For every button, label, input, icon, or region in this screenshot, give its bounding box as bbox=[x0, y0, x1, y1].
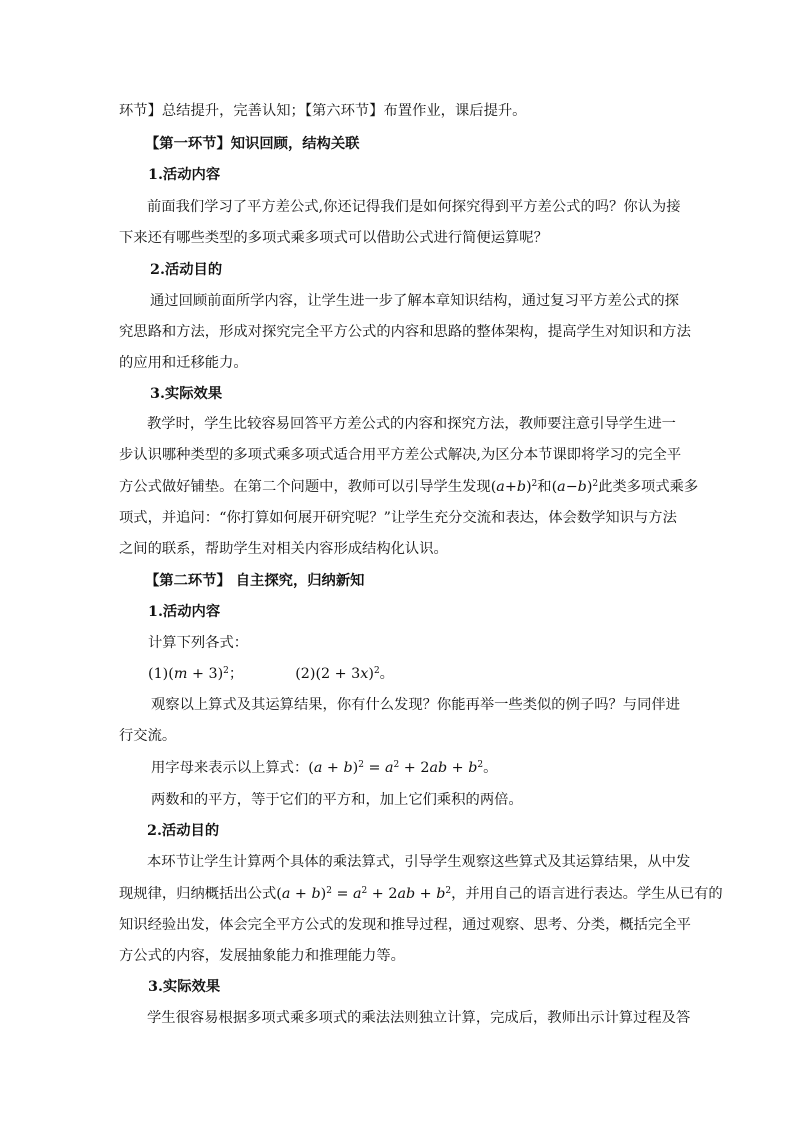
paragraph-line: 计算下列各式： bbox=[148, 635, 249, 651]
paragraph-line: 前面我们学习了平方差公式,你还记得我们是如何探究得到平方差公式的吗？你认为接 bbox=[147, 199, 681, 215]
paragraph-line: 行交流。 bbox=[119, 728, 177, 744]
paragraph-line: 知识经验出发，体会完全平方公式的发现和推导过程，通过观察、思考、分类，概括完全平 bbox=[119, 917, 691, 933]
paragraph-line: 下来还有哪些类型的多项式乘多项式可以借助公式进行简便运算呢？ bbox=[119, 230, 548, 246]
paragraph-line: 本环节让学生计算两个具体的乘法算式，引导学生观察这些算式及其运算结果，从中发 bbox=[147, 854, 691, 870]
paragraph-line-with-formula: 方公式做好铺垫。在第二个问题中，教师可以引导学生发现$(a+b)^2$和$(a-b)^2$此类多项式乘多 bbox=[119, 479, 699, 495]
paragraph-line: 步认识哪种类型的多项式乘多项式适合用平方差公式解决,为区分本节课即将学习的完全平 bbox=[119, 447, 682, 463]
subheading-activity-purpose: 2.活动目的 bbox=[147, 823, 220, 839]
subheading-activity-content: 1.活动内容 bbox=[148, 167, 221, 183]
subheading-actual-effect: 3.实际效果 bbox=[148, 979, 221, 995]
paragraph-line: 教学时，学生比较容易回答平方差公式的内容和探究方法，教师要注意引导学生进一 bbox=[147, 416, 676, 432]
exercise-line: $(1)(m + 3)^2$； $(2)(2 + 3x)^2$。 bbox=[148, 666, 394, 682]
subheading-actual-effect: 3.实际效果 bbox=[150, 386, 223, 402]
paragraph-line-with-formula: 现规律，归纳概括出公式$(a + b)^2 = a^2 + 2ab + b^2$，并用自己的语言进行表达。学生从已有的 bbox=[119, 886, 723, 902]
paragraph-line: 观察以上算式及其运算结果，你有什么发现？你能再举一些类似的例子吗？与同伴进 bbox=[151, 697, 680, 713]
section-heading-second-stage: 【第二环节】 自主探究，归纳新知 bbox=[145, 573, 365, 589]
paragraph-line: 方公式的内容，发展抽象能力和推理能力等。 bbox=[119, 948, 405, 964]
subheading-activity-content: 1.活动内容 bbox=[148, 604, 221, 620]
formula-line: 用字母来表示以上算式：$(a + b)^2 = a^2 + 2ab + b^2$。 bbox=[151, 760, 498, 776]
paragraph-line: 环节】总结提升，完善认知；【第六环节】布置作业，课后提升。 bbox=[119, 103, 527, 119]
subheading-activity-purpose: 2.活动目的 bbox=[150, 262, 223, 278]
paragraph-line: 通过回顾前面所学内容，让学生进一步了解本章知识结构，通过复习平方差公式的探 bbox=[150, 293, 679, 309]
paragraph-line: 学生很容易根据多项式乘多项式的乘法法则独立计算，完成后，教师出示计算过程及答 bbox=[147, 1010, 691, 1026]
paragraph-line: 项式，并追问：“你打算如何展开研究呢？”让学生充分交流和表达，体会数学知识与方法 bbox=[119, 510, 677, 526]
paragraph-line: 之间的联系，帮助学生对相关内容形成结构化认识。 bbox=[119, 541, 448, 557]
paragraph-line: 的应用和迁移能力。 bbox=[119, 355, 248, 371]
paragraph-line: 究思路和方法，形成对探究完全平方公式的内容和思路的整体架构，提高学生对知识和方法 bbox=[119, 324, 691, 340]
paragraph-line: 两数和的平方，等于它们的平方和，加上它们乘积的两倍。 bbox=[151, 792, 523, 808]
section-heading-first-stage: 【第一环节】知识回顾，结构关联 bbox=[145, 136, 360, 152]
